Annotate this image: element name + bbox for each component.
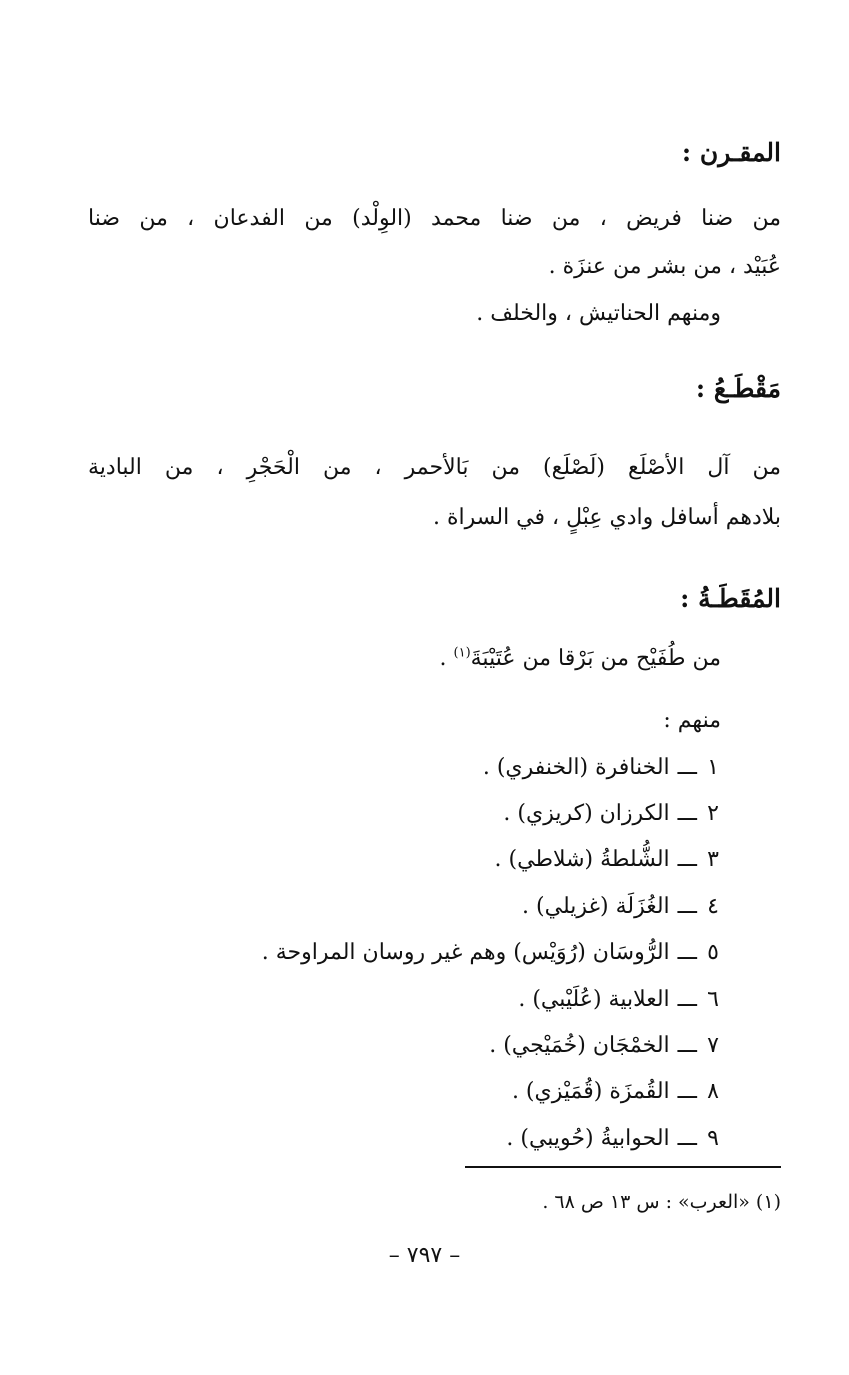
list-item [512,1076,721,1108]
list-item-dash: ـــ [677,940,697,965]
list-item [262,937,721,969]
list-item [503,798,721,830]
list-item [483,752,721,784]
section-heading-muqta: المُقَطَـةُ : [680,584,781,613]
footnote: (١) «العرب» : س ١٣ ص ٦٨ . [542,1191,781,1213]
list-item-text: الخنافرة (الخنفري) . [482,755,670,780]
list-item [495,844,721,876]
list-item-number: ٤ [707,894,719,919]
list-item-number: ٥ [707,940,719,965]
paragraph-line [440,643,722,675]
list-item [489,1030,721,1062]
list-item-number: ٧ [707,1033,719,1058]
list-item-text: الشُّلطةُ (شلاطي) . [494,847,670,872]
list-item [506,1123,721,1155]
list-item-text: العلابية (عُلَيْبي) . [518,987,670,1012]
section-heading-maqta: مَقْطَـعُ : [695,374,781,403]
intro-text: من طُفَيْح من بَرْقا من عُتَيْبَةَ [470,646,721,671]
list-item-dash: ـــ [677,847,697,872]
list-item-text: الحوابيةُ (حُويبي) . [506,1126,670,1151]
list-item-dash: ـــ [677,755,697,780]
paragraph-line: بلادهم أسافل وادي عِبْلٍ ، في السراة . [432,505,781,530]
minhum-label: منهم : [663,708,721,733]
list-item-dash: ـــ [677,801,697,826]
list-item-dash: ـــ [677,894,697,919]
page-number: – ٧٩٧ – [388,1243,461,1268]
paragraph-line: ومنهم الحناتيش ، والخلف . [476,301,721,326]
list-item-number: ٨ [707,1079,719,1104]
section-heading-muqrin: المقـرن : [681,138,781,167]
list-item-dash: ـــ [677,1033,697,1058]
list-item [518,984,721,1016]
list-item-text: الخمْجَان (خُمَيْجي) . [489,1033,670,1058]
paragraph-line: من ضنا فريض ، من ضنا محمد (الوِلْد) من الفدعان ، من ضنا [88,206,781,231]
list-item [522,891,721,923]
list-item-number: ٢ [707,801,719,826]
intro-period: . [439,646,447,671]
list-item-number: ٩ [707,1126,719,1151]
list-item-number: ١ [707,755,719,780]
list-item-text: القُمزَة (قُمَيْزي) . [511,1079,670,1104]
list-item-number: ٣ [707,847,719,872]
list-item-dash: ـــ [677,1079,697,1104]
footnote-marker: (١) [453,645,471,661]
list-item-number: ٦ [707,987,719,1012]
list-item-text: الكرزان (كريزي) . [503,801,670,826]
paragraph-line: عُبَيْد ، من بشر من عنزَة . [548,254,781,279]
list-item-text: الغُزَلَة (غزيلي) . [522,894,670,919]
footnote-divider [465,1166,781,1168]
list-item-text: الرُّوسَان (رُوَيْس) وهم غير روسان المراوحة . [261,940,670,965]
paragraph-line: من آل الأصْلَع (لَصْلَع) من بَالأحمر ، من الْحَجْرِ ، من البادية [88,455,781,480]
list-item-dash: ـــ [677,1126,697,1151]
list-item-dash: ـــ [677,987,697,1012]
